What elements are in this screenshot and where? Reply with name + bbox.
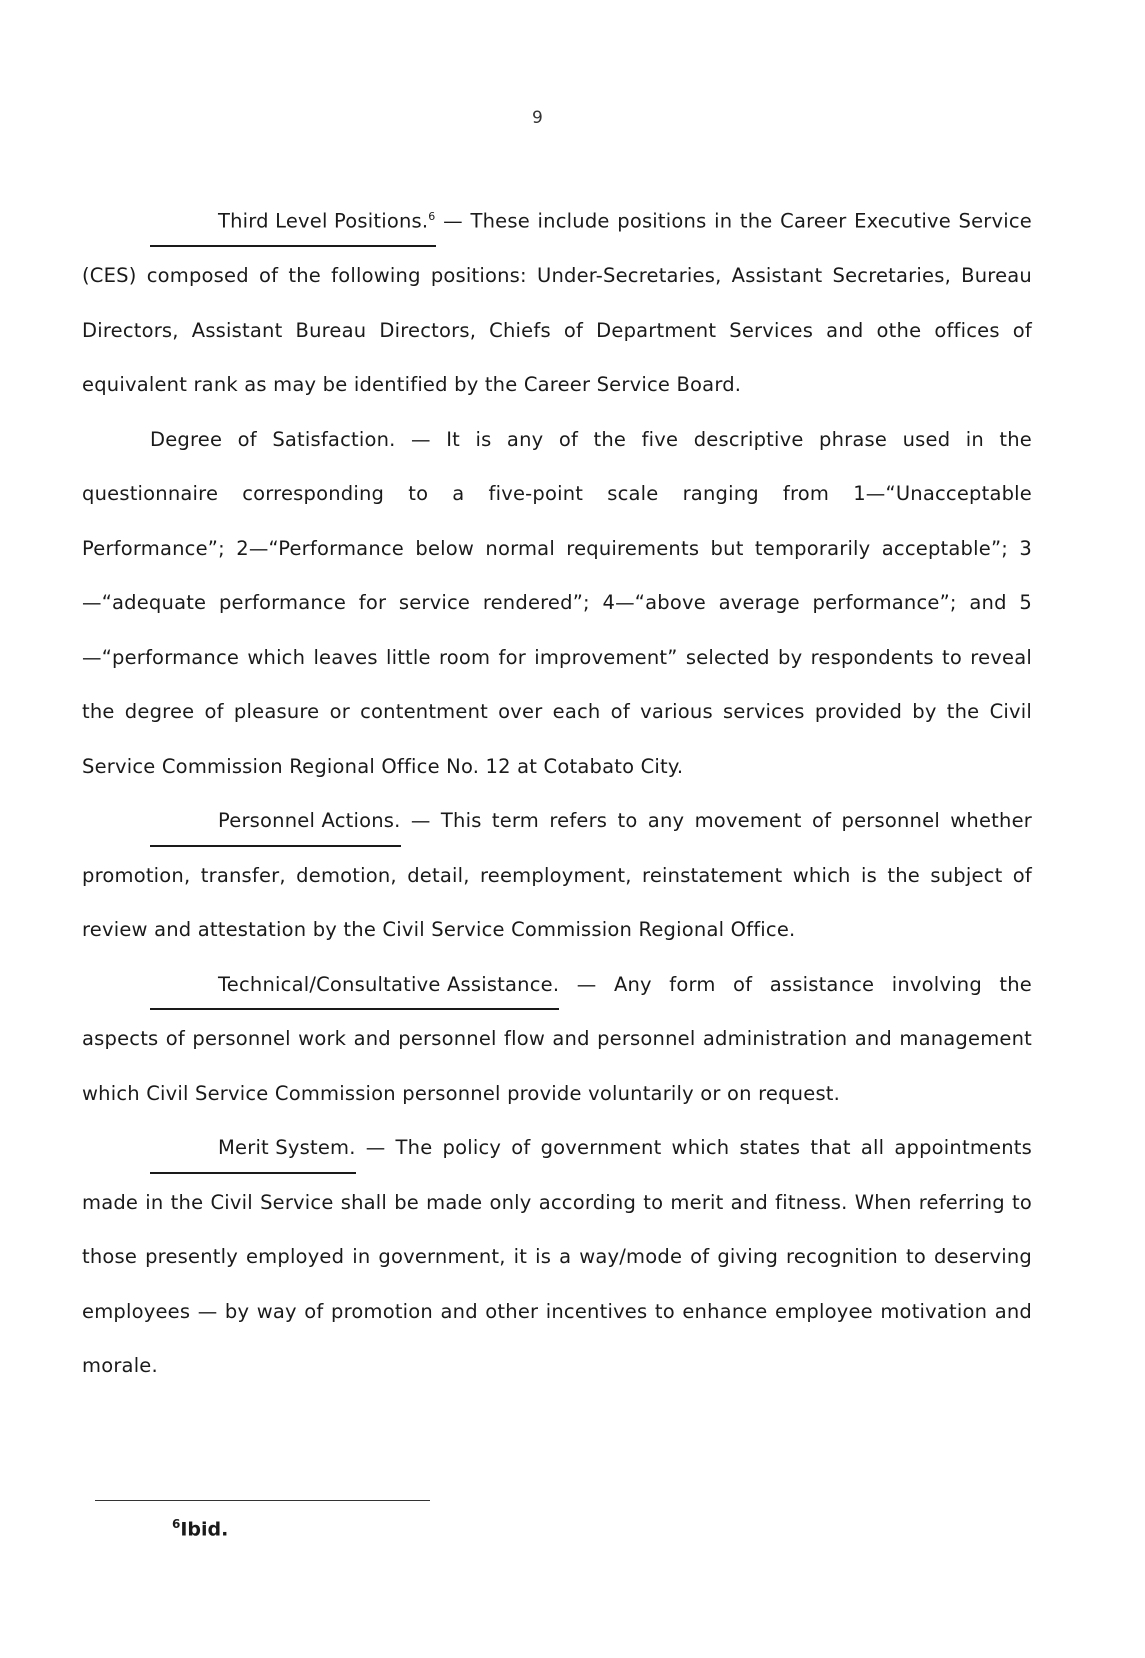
paragraph-technical-consultative-assistance [82, 958, 1032, 1122]
definition-text: — It is any of the five descriptive phrase used in the questionnaire corresponding to a five-point scale ranging from 1—“Unacceptable Performance”; 2—“Performance below normal requirements but temporarily acceptable”; 3—“adequate performance for service rendered”; 4—“above average performance”; and 5—“performance which leaves little room for improvement” selected by respondents to reveal the degree of pleasure or contentment over each of various services provided by the Civil Service Commission Regional Office No. 12 at Cotabato City. [82, 427, 1032, 778]
term-degree-of-satisfaction: Degree of Satisfaction. [150, 427, 396, 451]
paragraph-personnel-actions [82, 794, 1032, 958]
term-third-level-positions: Third Level Positions.$^6$ [150, 190, 436, 249]
footnote [172, 1517, 228, 1540]
footnote-text: Ibid. [180, 1518, 229, 1541]
paragraph-degree-of-satisfaction [82, 413, 1032, 795]
definition-text: — The policy of government which states that all appointments made in the Civil Service shall be made only according to merit and fitness. When referring to those presently employed in government, it is a way/mode of giving recognition to deserving employees — by way of promotion and other incentives to enhance employee motivation and morale. [82, 1136, 1032, 1377]
page-number: 9 [532, 108, 543, 128]
term-technical-consultative-assistance: Technical/Consultative Assistance. [150, 958, 559, 1013]
footnote-divider [95, 1500, 430, 1501]
paragraph-third-level-positions [82, 190, 1032, 413]
footnote-ref: 6 [428, 210, 436, 223]
body-text [82, 190, 1032, 1394]
paragraph-merit-system [82, 1121, 1032, 1394]
footnote-number: 6 [172, 1517, 181, 1531]
term-merit-system: Merit System. [150, 1121, 356, 1176]
definition-text: — Any form of assistance involving the aspects of personnel work and personnel flow and personnel administration and management which Civil Service Commission personnel provide voluntarily or on request. [82, 972, 1032, 1105]
definition-text: — These include positions in the Career Executive Service (CES) composed of the following positions: Under-Secretaries, Assistant Secretaries, Bureau Directors, Assistant Bureau Directors, Chiefs of Department Services and othe offices of equivalent rank as may be identified by the Career Service Board. [82, 209, 1032, 396]
term-personnel-actions: Personnel Actions. [150, 794, 401, 849]
definition-text: — This term refers to any movement of personnel whether promotion, transfer, demotion, detail, reemployment, reinstatement which is the subject of review and attestation by the Civil Service Commission Regional Office. [82, 809, 1032, 941]
